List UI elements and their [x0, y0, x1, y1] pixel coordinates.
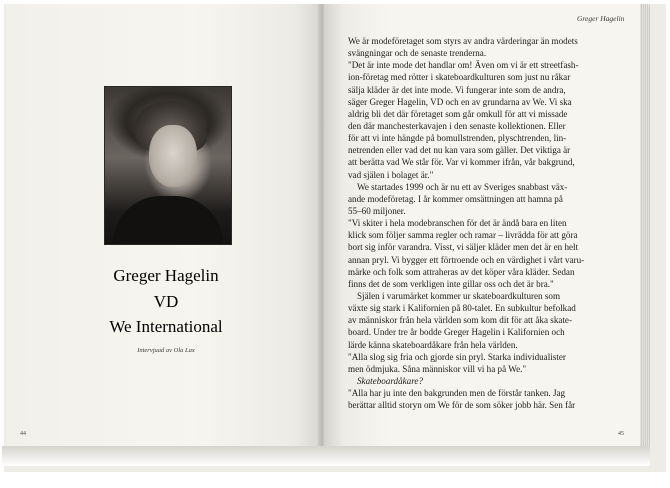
person-role: VD: [153, 292, 179, 311]
text-line: för att vi inte hängde på bomullstrenden, plyschtrenden, lin-: [348, 133, 567, 144]
interview-byline: Intervjuad av Ola Lax: [137, 347, 195, 354]
text-line: växte sig stark i Kalifornien på 80-talet. En subkultur befolkad: [348, 303, 576, 314]
text-line: Själen i varumärket kommer ur skateboardkulturen som: [357, 290, 561, 301]
text-line: "Alla har ju inte den bakgrunden men de förstår tanken. Jag: [348, 388, 566, 399]
text-line: bort sig inför varandra. Visst, vi säljer kläder men det är en helt: [348, 242, 579, 253]
text-line: men ödmjuka. Såna människor vill vi ha på We.": [348, 363, 527, 374]
text-line: vad själen i bolaget är.": [348, 169, 434, 180]
text-line: Skateboardåkare?: [357, 375, 423, 386]
text-line: netrenden eller vad det nu kan vara som gäller. Det viktiga är: [348, 145, 571, 156]
text-line: den där manchesterkavajen i den senaste kollektionen. Eller: [348, 120, 566, 131]
text-line: We startades 1999 och är nu ett av Sveriges snabbast väx-: [357, 181, 568, 192]
text-line: säger Greger Hagelin, VD och en av grundarna av We. Vi ska: [348, 96, 572, 107]
running-head: Greger Hagelin: [577, 14, 625, 23]
text-line: We är modeföretaget som styrs av andra värderingar än modets: [348, 36, 578, 46]
text-line: svängningar och de senaste trenderna.: [348, 48, 487, 59]
text-line: annan pryl. Vi bygger ett förtroende och en värdighet i vårt varu-: [348, 254, 585, 265]
page-edges: [640, 4, 650, 460]
text-line: av människor från hela världen som kom dit för att åka skate-: [348, 315, 572, 326]
text-line: finns det de som verkligen inte gillar oss och det är bra.": [348, 278, 554, 289]
text-line: aldrig bli det där företaget som går omkull för att vi missade: [348, 108, 568, 119]
text-line: sälja kläder är det inte mode. Vi fungerar inte som de andra,: [348, 84, 566, 95]
person-name: Greger Hagelin: [113, 266, 219, 285]
text-line: klick som följer samma regler och ramar – livrädda för att göra: [348, 230, 578, 241]
company-name: We International: [109, 317, 223, 336]
article-body: [348, 35, 633, 411]
text-line: ande modeföretag. I år kommer omsättningen att hamna på: [348, 193, 563, 204]
book-shadow: [2, 446, 650, 466]
portrait-face: [149, 125, 197, 187]
text-line: märke och folk som attraheras av det köper våra kläder. Sedan: [348, 266, 575, 277]
text-line: "Det är inte mode det handlar om! Även om vi är ett streetfash-: [348, 60, 579, 71]
text-line: 55–60 miljoner.: [348, 205, 406, 216]
portrait-photo: [104, 86, 232, 245]
text-line: lärde känna skateboardåkare från hela världen.: [348, 339, 518, 350]
text-line: berättar alltid storyn om We för de som söker jobb här. Sen får: [348, 400, 576, 411]
text-line: "Vi skiter i hela modebranschen för det är ändå bara en liten: [348, 218, 567, 229]
text-line: att berätta vad We står för. Var vi kommer ifrån, vår bakgrund,: [348, 157, 575, 168]
text-line: ion-företag med rötter i skateboardkulturen som just nu råkar: [348, 72, 571, 83]
text-line: board. Under tre år bodde Greger Hagelin i Kalifornien och: [348, 327, 565, 338]
text-line: "Alla slog sig fria och gjorde sin pryl. Starka individualister: [348, 351, 566, 362]
portrait-shoulders: [113, 196, 223, 244]
left-page: [6, 4, 320, 450]
right-page-number: 45: [618, 431, 624, 437]
left-page-number: 44: [20, 431, 26, 437]
